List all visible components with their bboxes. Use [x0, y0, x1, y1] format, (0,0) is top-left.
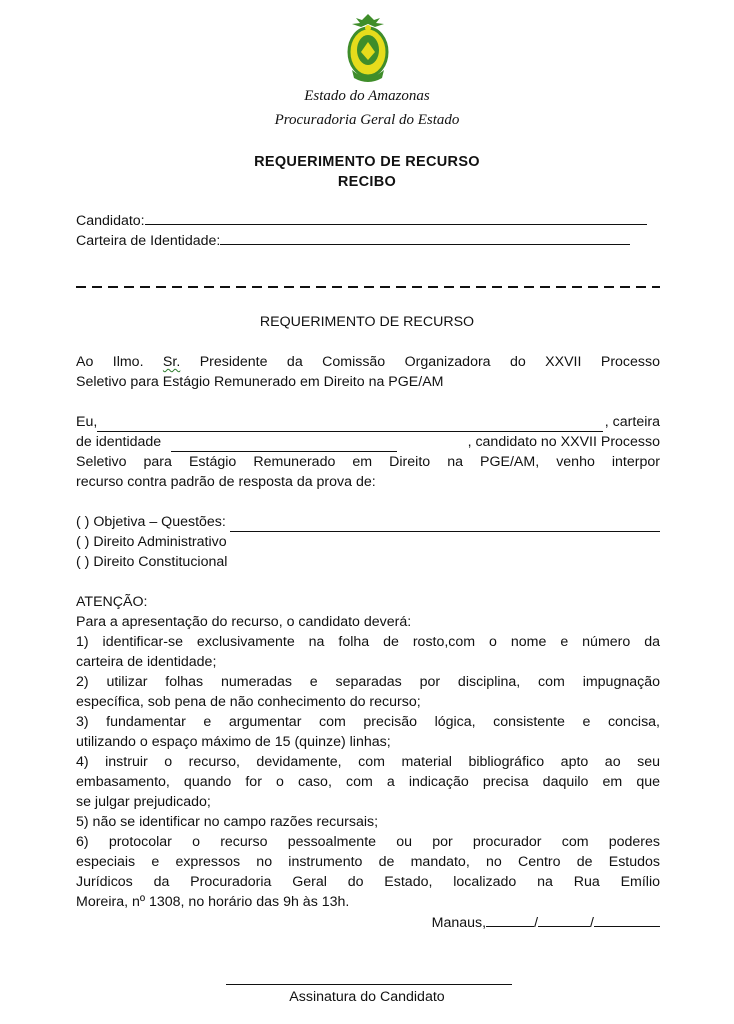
candidate-blank[interactable]	[145, 210, 647, 225]
attention-line: 6) protocolar o recurso pessoalmente ou por procurador com poderes	[76, 834, 660, 850]
option-direito-constitucional[interactable]: ( ) Direito Constitucional	[76, 554, 228, 570]
candidate-field[interactable]	[76, 210, 660, 231]
signature-line[interactable]	[226, 984, 512, 985]
option-direito-administrativo[interactable]: ( ) Direito Administrativo	[76, 534, 227, 550]
eu-label: Eu,	[76, 414, 98, 430]
declaration-line-2	[76, 432, 660, 452]
address-line-1: Ao Ilmo. Sr. Presidente da Comissão Organizadora do XXVII Processo	[76, 354, 660, 370]
address-line-2: Seletivo para Estágio Remunerado em Direito na PGE/AM	[76, 374, 444, 390]
attention-line: carteira de identidade;	[76, 654, 217, 670]
objetiva-label: ( ) Objetiva – Questões:	[76, 514, 226, 530]
attention-line: específica, sob pena de não conhecimento do recurso;	[76, 694, 421, 710]
questoes-blank[interactable]	[230, 517, 660, 532]
identity-text: de identidade	[76, 434, 162, 450]
attention-intro: Para a apresentação do recurso, o candidato deverá:	[76, 614, 412, 630]
declaration-line-3: Seletivo para Estágio Remunerado em Direito na PGE/AM, venho interpor	[76, 454, 660, 470]
name-blank[interactable]	[97, 417, 603, 432]
attention-line: 1) identificar-se exclusivamente na folha de rosto,com o nome e número da	[76, 634, 660, 650]
declaration-line-4: recurso contra padrão de resposta da prova de:	[76, 474, 376, 490]
identity-blank[interactable]	[220, 230, 630, 245]
section-title: REQUERIMENTO DE RECURSO	[259, 314, 475, 330]
cut-line-divider	[76, 286, 660, 288]
year-blank[interactable]	[594, 912, 660, 927]
document-subtitle: RECIBO	[337, 174, 397, 190]
attention-line: Moreira, nº 1308, no horário das 9h às 13h.	[76, 894, 350, 910]
date-separator: /	[590, 915, 594, 931]
state-name: Estado do Amazonas	[304, 88, 430, 104]
candidato-text: , candidato no XXVII Processo	[467, 434, 660, 450]
attention-line: 5) não se identificar no campo razões recursais;	[76, 814, 379, 830]
amazonas-coat-of-arms-icon	[342, 12, 394, 86]
declaration-line-1	[76, 412, 660, 432]
identity-number-blank[interactable]	[171, 437, 397, 452]
attention-line: utilizando o espaço máximo de 15 (quinze) linhas;	[76, 734, 391, 750]
candidate-label: Candidato:	[76, 213, 145, 229]
option-objetiva[interactable]	[76, 512, 660, 532]
document-title: REQUERIMENTO DE RECURSO	[254, 154, 480, 170]
identity-field[interactable]	[76, 230, 660, 251]
attention-line: se julgar prejudicado;	[76, 794, 211, 810]
identity-label: Carteira de Identidade:	[76, 233, 221, 249]
date-field[interactable]	[76, 912, 660, 933]
attention-line: especiais e expressos no instrumento de mandato, no Centro de Estudos	[76, 854, 660, 870]
attention-line: Jurídicos da Procuradoria Geral do Estado, localizado na Rua Emílio	[76, 874, 660, 890]
attention-heading: ATENÇÃO:	[76, 594, 148, 610]
date-separator: /	[534, 915, 539, 931]
attention-line: embasamento, quando for o caso, com a indicação precisa daquilo em que	[76, 774, 660, 790]
agency-name: Procuradoria Geral do Estado	[274, 112, 460, 128]
attention-line: 4) instruir o recurso, devidamente, com material bibliográfico apto ao seu	[76, 754, 660, 770]
day-blank[interactable]	[486, 912, 534, 927]
carteira-label: , carteira	[604, 414, 660, 430]
city-label: Manaus,	[431, 915, 487, 931]
month-blank[interactable]	[538, 912, 590, 927]
attention-line: 2) utilizar folhas numeradas e separadas por disciplina, com impugnação	[76, 674, 660, 690]
signature-label: Assinatura do Candidato	[289, 989, 445, 1005]
attention-line: 3) fundamentar e argumentar com precisão lógica, consistente e concisa,	[76, 714, 660, 730]
